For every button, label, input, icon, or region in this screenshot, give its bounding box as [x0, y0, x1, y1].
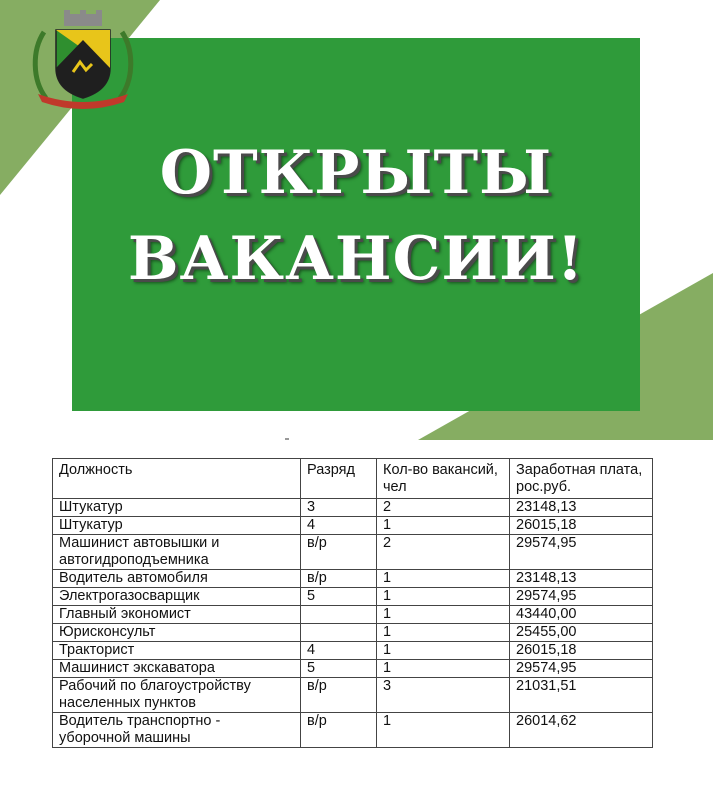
cell-salary: 21031,51 [510, 678, 653, 713]
cell-position: Штукатур [53, 499, 301, 517]
cell-count: 2 [377, 535, 510, 570]
coat-of-arms-icon [28, 10, 138, 110]
table-row [53, 642, 653, 660]
headline-line-2: ВАКАНСИИ! [127, 224, 585, 294]
cell-count: 1 [377, 660, 510, 678]
cell-grade: 4 [301, 517, 377, 535]
cell-salary: 29574,95 [510, 588, 653, 606]
cell-grade: 4 [301, 642, 377, 660]
cell-count: 1 [377, 642, 510, 660]
cell-salary: 26015,18 [510, 642, 653, 660]
cell-count: 3 [377, 678, 510, 713]
cell-grade [301, 624, 377, 642]
cell-salary: 29574,95 [510, 535, 653, 570]
cell-count: 1 [377, 588, 510, 606]
cell-grade: 5 [301, 588, 377, 606]
cell-position: Машинист экскаватора [53, 660, 301, 678]
cell-position: Штукатур [53, 517, 301, 535]
table-row [53, 624, 653, 642]
table-row [53, 606, 653, 624]
cell-grade: 3 [301, 499, 377, 517]
cell-salary: 25455,00 [510, 624, 653, 642]
vacancies-table [52, 458, 653, 748]
cell-salary: 26015,18 [510, 517, 653, 535]
cell-salary: 29574,95 [510, 660, 653, 678]
header-count: Кол-во вакансий, чел [377, 459, 510, 499]
table-row [53, 517, 653, 535]
table-row [53, 588, 653, 606]
cell-position: Водитель автомобиля [53, 570, 301, 588]
table-row [53, 570, 653, 588]
cell-position: Рабочий по благоустройству населенных пунктов [53, 678, 301, 713]
cell-salary: 26014,62 [510, 713, 653, 748]
cell-grade: в/р [301, 535, 377, 570]
table-row [53, 499, 653, 517]
cell-position: Электрогазосварщик [53, 588, 301, 606]
cell-count: 1 [377, 713, 510, 748]
cell-count: 1 [377, 606, 510, 624]
cell-salary: 23148,13 [510, 570, 653, 588]
table-row [53, 660, 653, 678]
cell-count: 1 [377, 624, 510, 642]
cell-count: 1 [377, 517, 510, 535]
cell-position: Главный экономист [53, 606, 301, 624]
cell-count: 2 [377, 499, 510, 517]
cell-position: Юрисконсульт [53, 624, 301, 642]
table-row [53, 535, 653, 570]
cell-grade: в/р [301, 713, 377, 748]
header-salary: Заработная плата, рос.руб. [510, 459, 653, 499]
table-header-row [53, 459, 653, 499]
cell-salary: 43440,00 [510, 606, 653, 624]
cell-count: 1 [377, 570, 510, 588]
table-row [53, 713, 653, 748]
divider-dot [285, 438, 289, 440]
cell-grade: в/р [301, 678, 377, 713]
cell-salary: 23148,13 [510, 499, 653, 517]
cell-grade: в/р [301, 570, 377, 588]
headline [72, 130, 640, 302]
cell-grade: 5 [301, 660, 377, 678]
cell-grade [301, 606, 377, 624]
header-position: Должность [53, 459, 301, 499]
cell-position: Водитель транспортно - уборочной машины [53, 713, 301, 748]
cell-position: Тракторист [53, 642, 301, 660]
headline-line-1: ОТКРЫТЫ [159, 138, 553, 208]
table-row [53, 678, 653, 713]
cell-position: Машинист автовышки и автогидроподъемника [53, 535, 301, 570]
header-grade: Разряд [301, 459, 377, 499]
